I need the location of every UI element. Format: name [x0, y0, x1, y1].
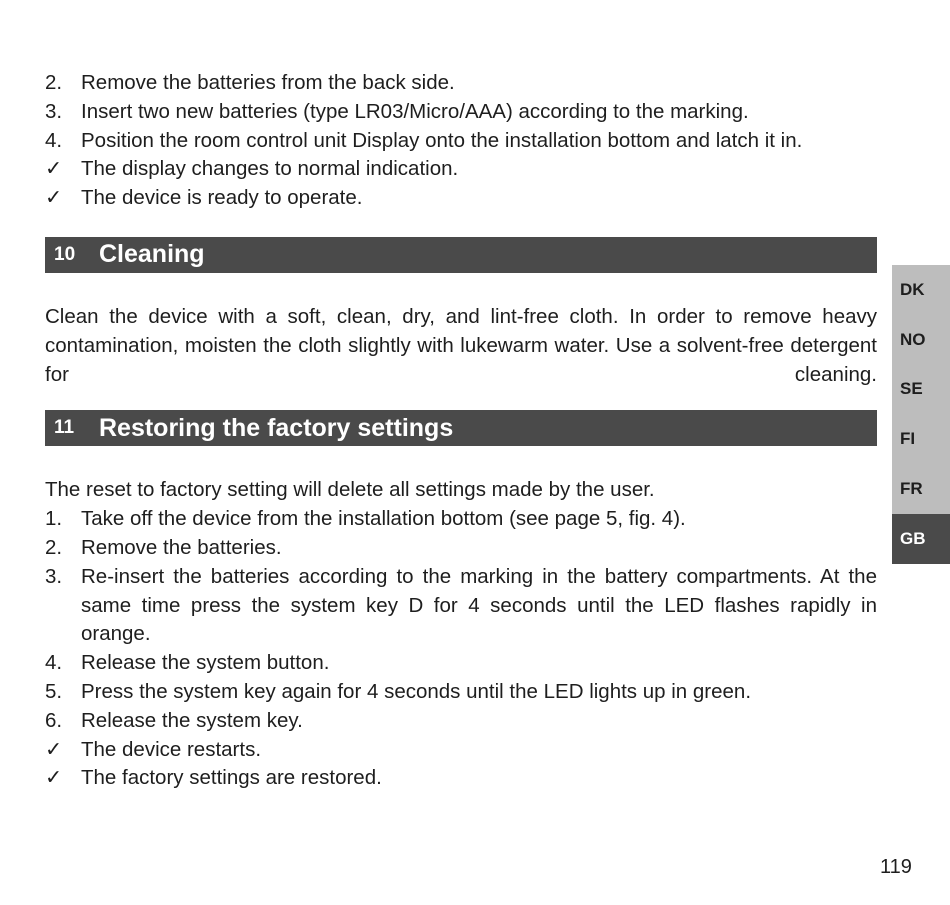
list-text: The display changes to normal indication. [81, 157, 459, 181]
list-item [45, 678, 877, 707]
check-icon: ✓ [45, 157, 63, 181]
list-item [45, 649, 877, 678]
language-tab-fr[interactable]: FR [900, 479, 923, 499]
list-text: Re-insert the batteries according to the marking in the battery compartments. At the same time press the system key D for 4 seconds until the LED flashes rapidly in orange. [81, 564, 877, 646]
language-tab-dk[interactable]: DK [900, 279, 925, 299]
list-marker: 1. [45, 507, 63, 531]
language-tab-se[interactable]: SE [900, 379, 923, 399]
list-item [45, 69, 877, 98]
list-item [45, 184, 877, 213]
language-tabs [892, 265, 950, 564]
list-marker: 3. [45, 564, 63, 588]
list-text: The device is ready to operate. [81, 186, 363, 210]
section-heading-cleaning [45, 237, 877, 273]
list-item [45, 736, 877, 765]
list-text: The factory settings are restored. [81, 766, 382, 790]
list-text: Insert two new batteries (type LR03/Micro/AAA) according to the marking. [81, 99, 749, 123]
cleaning-paragraph: Clean the device with a soft, clean, dry, and lint-free cloth. In order to remove heavy contamination, moisten the cloth slightly with lukewarm water. Use a solvent-free detergent for cleaning. [45, 304, 877, 386]
list-text: Press the system key again for 4 seconds until the LED lights up in green. [81, 679, 752, 703]
list-item [45, 707, 877, 736]
list-marker: 4. [45, 128, 63, 152]
list-item [45, 505, 877, 534]
page-number: 119 [880, 856, 912, 878]
list-item [45, 534, 877, 563]
list-text: Remove the batteries. [81, 535, 282, 559]
list-text: Release the system key. [81, 708, 303, 732]
top-step-list [45, 69, 877, 213]
reset-step-list [45, 505, 877, 793]
section-title: Restoring the factory settings [99, 413, 454, 442]
list-marker: 2. [45, 71, 63, 94]
list-text: Position the room control unit Display onto the installation bottom and latch it in. [81, 128, 803, 152]
language-tab-gb[interactable]: GB [892, 514, 950, 564]
check-icon: ✓ [45, 186, 63, 210]
list-item [45, 155, 877, 184]
section-number: 10 [54, 243, 76, 265]
check-icon: ✓ [45, 737, 63, 761]
language-tab-fi[interactable]: FI [900, 429, 916, 449]
reset-intro: The reset to factory setting will delete all settings made by the user. [45, 478, 655, 502]
list-item [45, 127, 877, 156]
list-text: The device restarts. [81, 737, 262, 761]
list-item [45, 98, 877, 127]
list-marker: 5. [45, 679, 63, 703]
list-item [45, 764, 877, 793]
section-title: Cleaning [99, 240, 205, 269]
list-marker: 2. [45, 535, 63, 559]
list-marker: 6. [45, 708, 63, 732]
list-item [45, 563, 877, 649]
list-marker: 3. [45, 99, 63, 123]
page-content [45, 69, 877, 793]
check-icon: ✓ [45, 766, 63, 790]
list-marker: 4. [45, 651, 63, 675]
list-text: Take off the device from the installation bottom (see page 5, fig. 4). [81, 507, 686, 531]
list-text: Release the system button. [81, 651, 330, 675]
section-heading-factory-reset [45, 410, 877, 446]
section-number: 11 [54, 417, 75, 439]
language-tab-no[interactable]: NO [900, 329, 926, 349]
list-text: Remove the batteries from the back side. [81, 71, 455, 94]
